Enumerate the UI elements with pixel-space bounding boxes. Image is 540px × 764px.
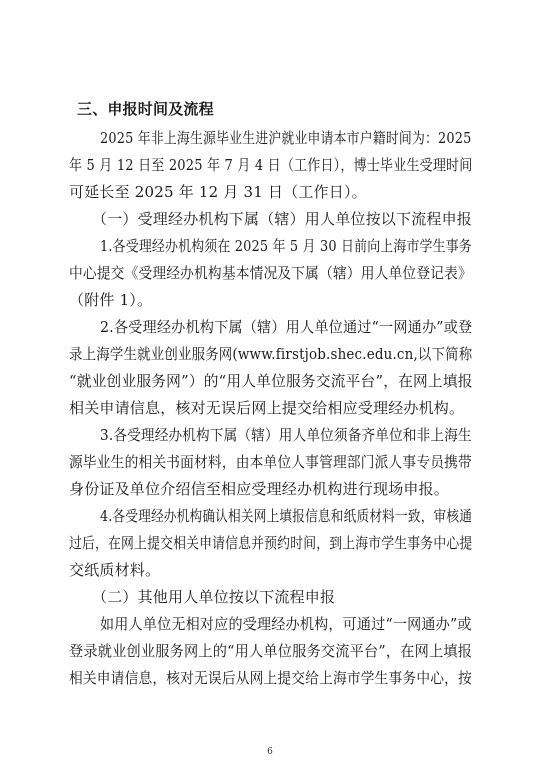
intro-line-3: 可延长至 2025 年 12 月 31 日（工作日）。: [69, 183, 367, 201]
item-3-line-3: 身份证及单位介绍信至相应受理经办机构进行现场申报。: [69, 480, 450, 498]
page-number: 6: [267, 747, 273, 757]
intro-line-1: 2025 年非上海生源毕业生进沪就业申请本市户籍时间为：2025: [100, 129, 472, 147]
subsection-2-line-2: 登录就业创业服务网上的“用人单位服务交流平台”，在网上填报: [69, 642, 473, 660]
item-2-line-1: 2.各受理经办机构下属（辖）用人单位通过“一网通办”或登: [100, 318, 473, 336]
item-4-line-3: 交纸质材料。: [69, 561, 161, 579]
subsection-1-heading: （一）受理经办机构下属（辖）用人单位按以下流程申报: [92, 210, 473, 228]
subsection-2-line-3: 相关申请信息，核对无误后从网上提交给上海市学生事务中心，按: [69, 669, 472, 687]
item-1-line-1: 1.各受理经办机构须在 2025 年 5 月 30 日前向上海市学生事务: [100, 237, 472, 255]
item-2-line-4: 相关申请信息，核对无误后网上提交给相应受理经办机构。: [69, 399, 465, 417]
item-2-line-2: 录上海学生就业创业服务网(www.firstjob.shec.edu.cn,以下简称: [69, 345, 473, 363]
item-3-line-1: 3.各受理经办机构下属（辖）用人单位须备齐单位和非上海生: [100, 426, 472, 444]
item-1-line-2: 中心提交《受理经办机构基本情况及下属（辖）用人单位登记表》: [69, 264, 472, 282]
section-title: 三、申报时间及流程: [77, 100, 214, 118]
item-3-line-2: 源毕业生的相关书面材料，由本单位人事管理部门派人事专员携带: [69, 453, 472, 471]
item-1-line-3: （附件 1）。: [69, 291, 153, 309]
item-2-line-3: “就业创业服务网”）的“用人单位服务交流平台”，在网上填报: [69, 372, 473, 390]
item-4-line-2: 过后，在网上提交相关申请信息并预约时间，到上海市学生事务中心提: [69, 534, 473, 552]
item-4-line-1: 4.各受理经办机构确认相关网上填报信息和纸质材料一致，审核通: [100, 507, 473, 525]
subsection-2-heading: （二）其他用人单位按以下流程申报: [92, 588, 336, 606]
intro-line-2: 年 5 月 12 日至 2025 年 7 月 4 日（工作日），博士毕业生受理时间: [69, 156, 473, 174]
subsection-2-line-1: 如用人单位无相对应的受理经办机构，可通过“一网通办”或: [100, 615, 472, 633]
